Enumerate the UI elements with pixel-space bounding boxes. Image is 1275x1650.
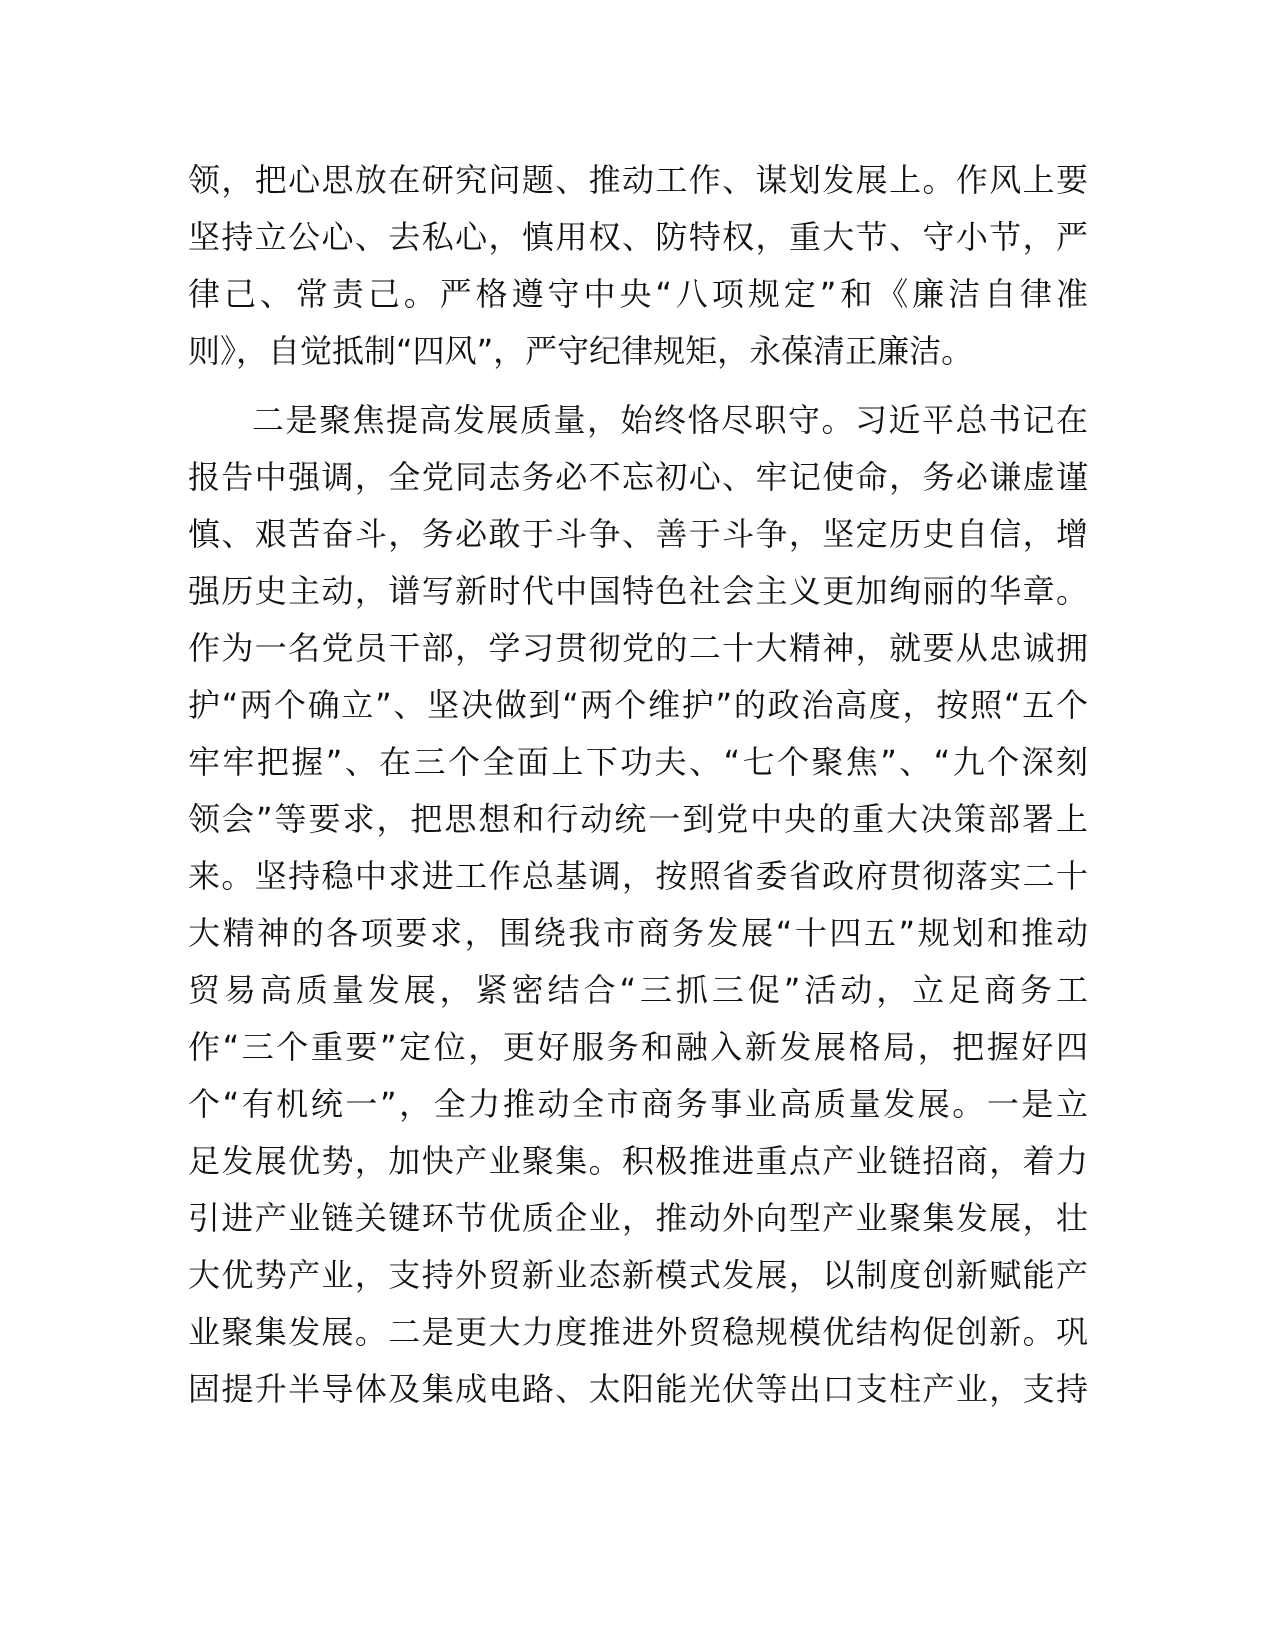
text-line: 业聚集发展。二是更大力度推进外贸稳规模优结构促创新。巩 [188, 1313, 1088, 1351]
text-line: 个“有机统一”，全力推动全市商务事业高质量发展。一是立 [188, 1085, 1088, 1123]
text-line: 坚持立公心、去私心，慎用权、防特权，重大节、守小节，严 [188, 218, 1088, 256]
text-line: 大精神的各项要求，围绕我市商务发展“十四五”规划和推动 [188, 914, 1088, 952]
text-line: 牢牢把握”、在三个全面上下功夫、“七个聚焦”、“九个深刻 [188, 743, 1088, 781]
text-line: 作“三个重要”定位，更好服务和融入新发展格局，把握好四 [188, 1028, 1088, 1066]
text-line: 贸易高质量发展，紧密结合“三抓三促”活动，立足商务工 [188, 971, 1088, 1009]
text-line: 领，把心思放在研究问题、推动工作、谋划发展上。作风上要 [188, 161, 1088, 199]
text-line: 领会”等要求，把思想和行动统一到党中央的重大决策部署上 [188, 800, 1088, 838]
text-line: 足发展优势，加快产业聚集。积极推进重点产业链招商，着力 [188, 1142, 1088, 1180]
text-line: 慎、艰苦奋斗，务必敢于斗争、善于斗争，坚定历史自信，增 [188, 515, 1088, 553]
text-line: 则》，自觉抵制“四风”，严守纪律规矩，永葆清正廉洁。 [188, 332, 974, 370]
paragraph-gap [188, 380, 1088, 392]
paragraph-2 [188, 392, 1088, 1418]
text-line: 作为一名党员干部，学习贯彻党的二十大精神，就要从忠诚拥 [188, 629, 1088, 667]
text-line: 二是聚焦提高发展质量，始终恪尽职守。习近平总书记在 [252, 401, 1088, 439]
text-line: 护“两个确立”、坚决做到“两个维护”的政治高度，按照“五个 [188, 686, 1088, 724]
text-line: 报告中强调，全党同志务必不忘初心、牢记使命，务必谦虚谨 [188, 458, 1088, 496]
text-line: 强历史主动，谱写新时代中国特色社会主义更加绚丽的华章。 [188, 572, 1088, 610]
text-line: 固提升半导体及集成电路、太阳能光伏等出口支柱产业，支持 [188, 1370, 1088, 1408]
body-text [188, 152, 1088, 1418]
text-line: 引进产业链关键环节优质企业，推动外向型产业聚集发展，壮 [188, 1199, 1088, 1237]
paragraph-1 [188, 152, 1088, 380]
text-line: 来。坚持稳中求进工作总基调，按照省委省政府贯彻落实二十 [188, 857, 1088, 895]
text-line: 律己、常责己。严格遵守中央“八项规定”和《廉洁自律准 [188, 275, 1088, 313]
text-line: 大优势产业，支持外贸新业态新模式发展，以制度创新赋能产 [188, 1256, 1088, 1294]
